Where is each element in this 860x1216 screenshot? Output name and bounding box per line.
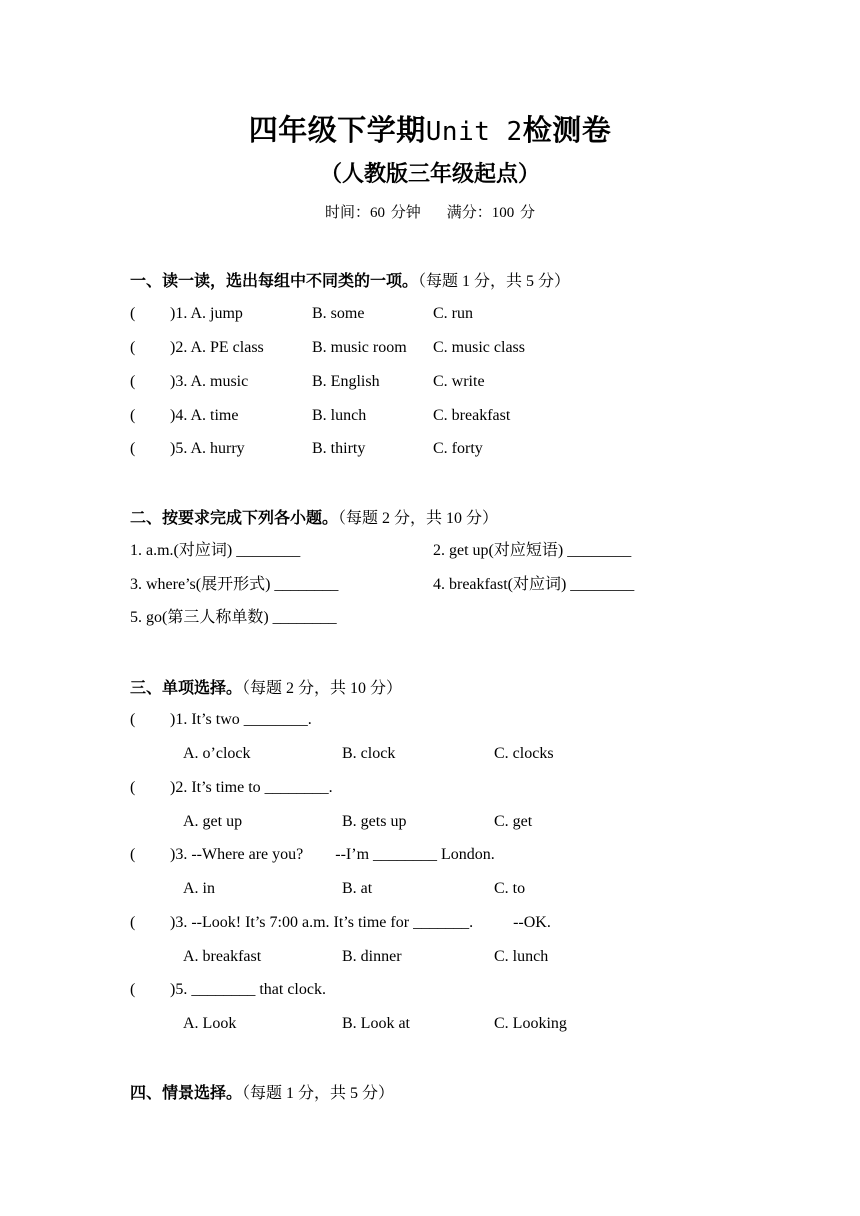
s3-option-b: B. at bbox=[342, 880, 373, 897]
title-prefix: 四年级下学期 bbox=[248, 115, 426, 147]
s1-option-b: B. lunch bbox=[312, 407, 367, 424]
answer-paren[interactable]: ( bbox=[130, 339, 136, 356]
exam-subtitle: （人教版三年级起点） bbox=[319, 161, 540, 186]
s3-option-a: A. breakfast bbox=[183, 948, 262, 965]
s3-option-b: B. dinner bbox=[342, 948, 402, 965]
answer-paren[interactable]: ( bbox=[130, 846, 136, 863]
title-suffix: 检测卷 bbox=[522, 115, 612, 147]
s3-option-c: C. to bbox=[494, 880, 526, 897]
title-unit: Unit 2 bbox=[425, 117, 523, 147]
answer-paren[interactable]: ( bbox=[130, 779, 136, 796]
section-1-heading bbox=[130, 268, 570, 291]
s1-option-c: C. music class bbox=[433, 339, 525, 356]
s3-option-a: A. Look bbox=[183, 1015, 237, 1032]
s3-option-c: C. clocks bbox=[494, 745, 554, 762]
s1-option-c: C. run bbox=[433, 305, 473, 322]
answer-paren[interactable]: ( bbox=[130, 914, 136, 931]
s2-item-3[interactable]: 3. where’s(展开形式) ________ bbox=[130, 576, 339, 593]
s2-item-1[interactable]: 1. a.m.(对应词) ________ bbox=[130, 542, 301, 559]
section-1-note: （每题 1 分，共 5 分） bbox=[418, 273, 571, 290]
section-4-note: （每题 1 分，共 5 分） bbox=[242, 1085, 395, 1102]
time-limit: 时间：60 分钟 bbox=[324, 205, 421, 221]
answer-paren[interactable]: ( bbox=[130, 373, 136, 390]
s3-question-text: )1. It’s two ________. bbox=[170, 711, 312, 728]
s3-option-c: C. Looking bbox=[494, 1015, 567, 1032]
s3-option-c: C. lunch bbox=[494, 948, 549, 965]
answer-paren[interactable]: ( bbox=[130, 305, 136, 322]
section-3-title: 三、单项选择。 bbox=[130, 680, 243, 697]
s3-option-b: B. clock bbox=[342, 745, 396, 762]
s1-option-b: B. some bbox=[312, 305, 365, 322]
answer-paren[interactable]: ( bbox=[130, 440, 136, 457]
s1-option-c: C. breakfast bbox=[433, 407, 511, 424]
full-score: 满分：100 分 bbox=[446, 205, 536, 221]
s3-option-c: C. get bbox=[494, 813, 533, 830]
s3-option-a: A. get up bbox=[183, 813, 243, 830]
exam-title bbox=[0, 108, 860, 149]
section-2-note: （每题 2 分，共 10 分） bbox=[338, 510, 499, 527]
section-2-heading bbox=[130, 505, 498, 528]
s2-item-4[interactable]: 4. breakfast(对应词) ________ bbox=[433, 576, 635, 593]
s1-option-b: B. English bbox=[312, 373, 380, 390]
answer-paren[interactable]: ( bbox=[130, 407, 136, 424]
section-4-title: 四、情景选择。 bbox=[130, 1085, 243, 1102]
s1-option-c: C. forty bbox=[433, 440, 483, 457]
section-3-heading bbox=[130, 675, 402, 698]
s1-option-b: B. thirty bbox=[312, 440, 366, 457]
answer-paren[interactable]: ( bbox=[130, 981, 136, 998]
s1-option-c: C. write bbox=[433, 373, 485, 390]
section-3-note: （每题 2 分，共 10 分） bbox=[242, 680, 403, 697]
s3-question-text: )3. --Look! It’s 7:00 a.m. It’s time for _______. --OK. bbox=[170, 914, 551, 931]
answer-paren[interactable]: ( bbox=[130, 711, 136, 728]
section-1-title: 一、读一读，选出每组中不同类的一项。 bbox=[130, 273, 419, 290]
s1-option-a: )2. A. PE class bbox=[170, 339, 264, 356]
s3-question-text: )3. --Where are you? --I’m ________ London. bbox=[170, 846, 495, 863]
s3-option-b: B. Look at bbox=[342, 1015, 410, 1032]
s1-option-b: B. music room bbox=[312, 339, 407, 356]
s1-option-a: )3. A. music bbox=[170, 373, 249, 390]
s3-option-a: A. o’clock bbox=[183, 745, 251, 762]
s3-option-a: A. in bbox=[183, 880, 215, 897]
s2-item-5[interactable]: 5. go(第三人称单数) ________ bbox=[130, 609, 337, 626]
s3-question-text: )5. ________ that clock. bbox=[170, 981, 326, 998]
s2-item-2[interactable]: 2. get up(对应短语) ________ bbox=[433, 542, 632, 559]
section-4-heading bbox=[130, 1080, 394, 1103]
s1-option-a: )5. A. hurry bbox=[170, 440, 245, 457]
s3-question-text: )2. It’s time to ________. bbox=[170, 779, 333, 796]
s3-option-b: B. gets up bbox=[342, 813, 407, 830]
exam-meta bbox=[0, 201, 860, 222]
s1-option-a: )1. A. jump bbox=[170, 305, 243, 322]
section-2-title: 二、按要求完成下列各小题。 bbox=[130, 510, 339, 527]
s1-option-a: )4. A. time bbox=[170, 407, 239, 424]
